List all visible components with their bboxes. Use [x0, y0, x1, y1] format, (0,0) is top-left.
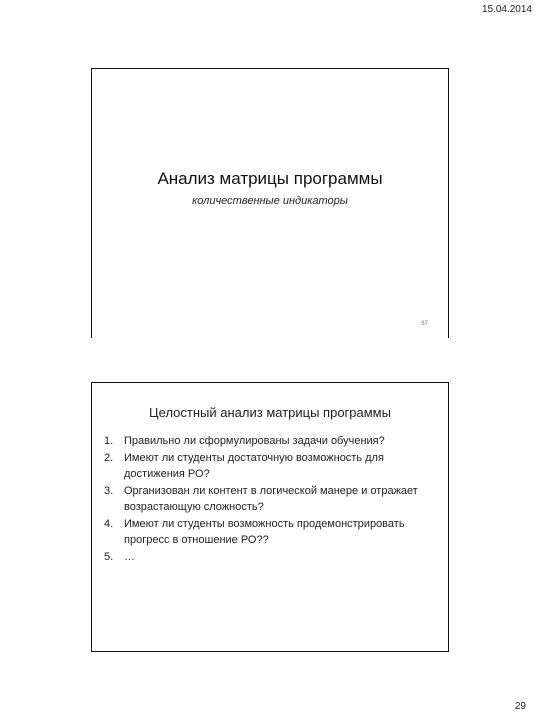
list-item [104, 549, 444, 565]
list-item-number: 2. [104, 452, 114, 464]
slide-1-subtitle: количественные индикаторы [192, 195, 348, 207]
slide-1-number: 67 [421, 321, 428, 327]
list-item-number: 5. [104, 551, 114, 563]
list-item-number: 4. [104, 518, 114, 530]
list-item-text: Имеют ли студенты возможность продемонстрировать прогресс в отношение РО?? [124, 518, 405, 546]
slide-1-title: Анализ матрицы программы [157, 169, 383, 188]
list-item-text: Организован ли контент в логической манере и отражает возрастающую сложность? [124, 485, 418, 513]
slide-2-list [104, 433, 444, 566]
list-item [104, 450, 444, 482]
list-item [104, 433, 444, 449]
header-date: 15.04.2014 [481, 4, 532, 15]
list-item-text: … [124, 551, 135, 563]
slide-1 [91, 68, 449, 338]
slide-2 [91, 382, 449, 652]
list-item-number: 3. [104, 485, 114, 497]
list-item-text: Правильно ли сформулированы задачи обучения? [124, 435, 385, 447]
list-item [104, 516, 444, 548]
list-item-text: Имеют ли студенты достаточную возможность для достижения РО? [124, 452, 384, 480]
list-item [104, 483, 444, 515]
list-item-number: 1. [104, 435, 114, 447]
slide-2-title: Целостный анализ матрицы программы [149, 405, 391, 420]
page-number: 29 [514, 701, 526, 712]
